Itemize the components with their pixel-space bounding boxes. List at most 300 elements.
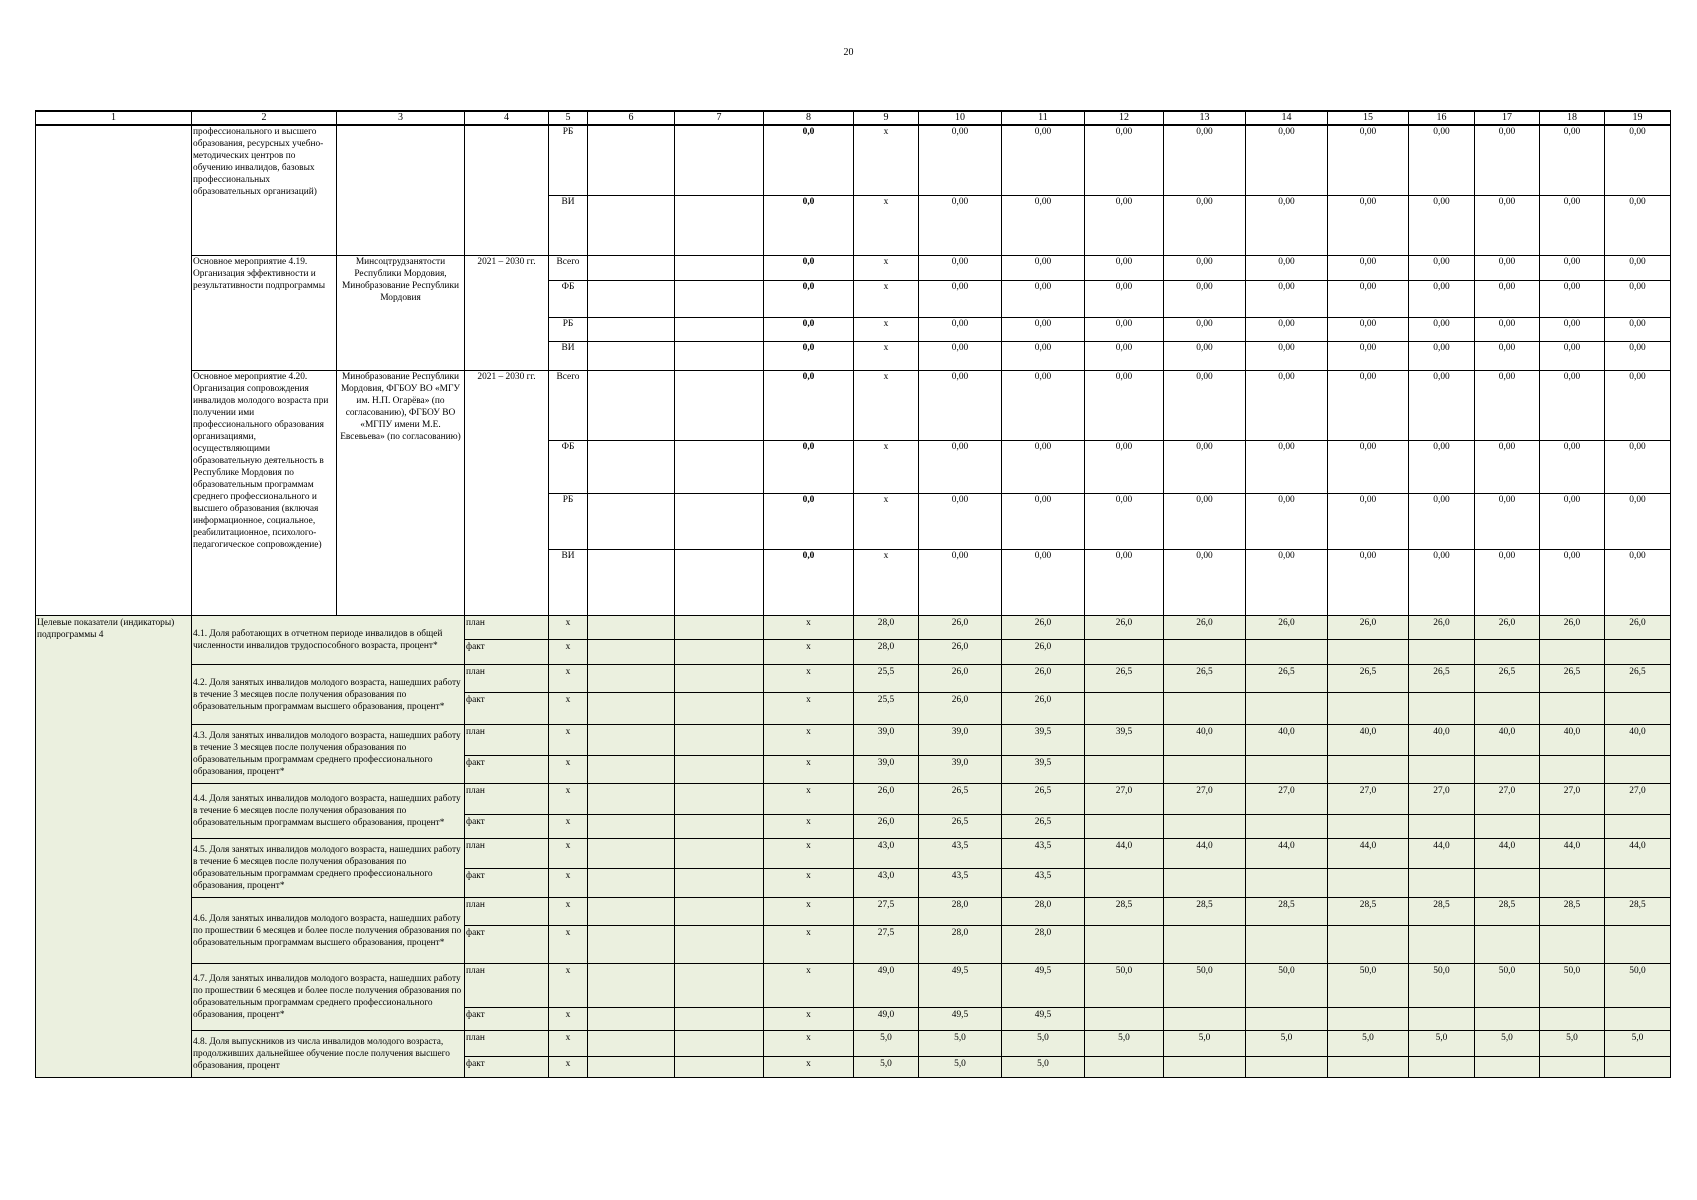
year-value: 0,00 [1540,317,1605,341]
indicator-value: 25,5 [854,664,919,692]
indicator-plan-row [36,963,1671,1007]
total-value: 0,0 [764,317,854,341]
year-value: 0,00 [1002,255,1085,280]
column-number-header: 5 [549,111,588,125]
year-value: 0,00 [919,280,1002,317]
year-value: 0,00 [1164,255,1246,280]
indicator-value: 40,0 [1164,724,1246,755]
indicator-value: 26,0 [1164,615,1246,639]
year-value: 0,00 [1246,255,1328,280]
empty-cell [588,868,675,897]
year-value: 0,00 [1605,125,1671,195]
marker-cell: х [764,664,854,692]
indicator-value [1605,814,1671,838]
column-number-header: 19 [1605,111,1671,125]
marker-cell: х [764,724,854,755]
indicator-value: 44,0 [1605,838,1671,868]
indicator-value [1085,639,1164,664]
year-value: 0,00 [1002,341,1085,370]
indicator-value: 26,5 [919,814,1002,838]
funding-source: ВИ [549,341,588,370]
indicator-plan-row [36,783,1671,814]
empty-cell [588,963,675,1007]
indicator-value [1085,868,1164,897]
indicator-value [1409,639,1475,664]
year-value: 0,00 [1409,493,1475,549]
indicator-value: 26,0 [1328,615,1409,639]
indicator-value: 49,5 [1002,963,1085,1007]
year-value: 0,00 [1328,125,1409,195]
empty-cell [675,195,764,255]
empty-cell [675,549,764,615]
empty-cell [588,493,675,549]
year-value: 0,00 [919,195,1002,255]
column-number-header: 14 [1246,111,1328,125]
indicator-value [1475,639,1540,664]
total-value: 0,0 [764,341,854,370]
year-value: 0,00 [1085,280,1164,317]
indicator-name: 4.3. Доля занятых инвалидов молодого возраста, нашедших работу в течение 3 месяцев после получения образования по образовательным программам среднего профессионального образования, процент* [192,724,465,783]
year-value: 0,00 [1605,341,1671,370]
indicator-value [1409,755,1475,783]
indicator-value [1475,814,1540,838]
year-value: 0,00 [1002,125,1085,195]
indicator-value: 39,0 [854,755,919,783]
indicator-value [1246,755,1328,783]
year-value: 0,00 [1085,125,1164,195]
indicator-plan-row [36,724,1671,755]
marker-cell: х [764,692,854,724]
marker-cell: х [764,1030,854,1056]
year-value: 0,00 [1246,341,1328,370]
program-table [35,110,1671,1078]
empty-cell [675,615,764,639]
marker-cell: х [549,664,588,692]
empty-cell [588,755,675,783]
indicator-value: 5,0 [1540,1030,1605,1056]
empty-cell [588,1030,675,1056]
marker-cell: х [549,963,588,1007]
indicator-value: 40,0 [1475,724,1540,755]
indicator-plan-row [36,838,1671,868]
indicator-value: 43,0 [854,838,919,868]
indicator-value [1540,692,1605,724]
year-value: 0,00 [1164,549,1246,615]
plan-fact-label: план [465,897,549,925]
column-number-header: 9 [854,111,919,125]
indicator-value: 49,5 [919,963,1002,1007]
indicator-value [1475,925,1540,963]
column-number-header: 3 [337,111,465,125]
funding-source: ВИ [549,195,588,255]
indicator-name: 4.5. Доля занятых инвалидов молодого возраста, нашедших работу в течение 6 месяцев после получения образования по образовательным программам среднего профессионального образования, процент* [192,838,465,897]
year-value: 0,00 [1002,549,1085,615]
indicator-value [1164,814,1246,838]
year-value: 0,00 [1475,125,1540,195]
indicator-value [1164,925,1246,963]
year-value: 0,00 [919,440,1002,493]
indicator-value: 28,5 [1085,897,1164,925]
empty-cell [675,814,764,838]
column-number-header: 18 [1540,111,1605,125]
year-value: 0,00 [1328,341,1409,370]
period-cell: 2021 – 2030 гг. [465,370,549,615]
indicator-value [1085,755,1164,783]
year-value: 0,00 [1246,493,1328,549]
year-value: 0,00 [1246,280,1328,317]
year-value: 0,00 [1164,493,1246,549]
year-value: 0,00 [1085,370,1164,440]
column-number-header: 16 [1409,111,1475,125]
year-value: 0,00 [1475,493,1540,549]
year-value: 0,00 [1475,255,1540,280]
marker-cell: х [764,963,854,1007]
indicator-value: 28,5 [1409,897,1475,925]
marker-cell: х [764,615,854,639]
indicator-value [1164,639,1246,664]
year-value: 0,00 [1540,549,1605,615]
total-value: 0,0 [764,493,854,549]
indicator-value [1540,814,1605,838]
indicator-value: 27,5 [854,897,919,925]
indicator-value: 44,0 [1475,838,1540,868]
empty-cell [675,255,764,280]
column-number-header: 17 [1475,111,1540,125]
plan-fact-label: факт [465,868,549,897]
indicator-value: 26,0 [1246,615,1328,639]
year-value: 0,00 [1540,341,1605,370]
year-value: 0,00 [1246,125,1328,195]
plan-fact-label: факт [465,1056,549,1077]
year-value: 0,00 [1002,280,1085,317]
indicator-value [1085,1007,1164,1030]
indicator-value: 39,5 [1002,724,1085,755]
indicator-value: 5,0 [854,1030,919,1056]
indicator-value: 50,0 [1085,963,1164,1007]
funding-source: Всего [549,255,588,280]
indicator-value [1475,755,1540,783]
year-value: 0,00 [1540,280,1605,317]
indicator-value: 26,0 [1002,615,1085,639]
funding-source: РБ [549,317,588,341]
year-value: 0,00 [1085,440,1164,493]
indicator-value: 26,0 [1605,615,1671,639]
column-number-header: 12 [1085,111,1164,125]
empty-cell [588,838,675,868]
indicator-value: 49,0 [854,1007,919,1030]
indicator-value [1540,1007,1605,1030]
activity-name: Основное мероприятие 4.19. Организация эффективности и результативности подпрограммы [192,255,337,370]
empty-cell [588,664,675,692]
marker-cell: х [764,897,854,925]
indicator-value: 43,0 [854,868,919,897]
indicator-value: 26,0 [1002,664,1085,692]
indicator-value: 49,5 [1002,1007,1085,1030]
indicator-value: 26,0 [854,814,919,838]
year-value: 0,00 [1409,440,1475,493]
period-cell [465,125,549,255]
indicator-value: 26,5 [1409,664,1475,692]
empty-cell [675,341,764,370]
year-value: 0,00 [1409,255,1475,280]
indicator-value: 5,0 [1002,1056,1085,1077]
indicator-value: 43,5 [1002,868,1085,897]
empty-cell [588,280,675,317]
indicator-value: 26,5 [1164,664,1246,692]
indicator-value: 43,5 [1002,838,1085,868]
year-value: 0,00 [1409,370,1475,440]
empty-cell [675,1056,764,1077]
indicator-value: 39,5 [1002,755,1085,783]
total-value: 0,0 [764,370,854,440]
year-value: 0,00 [1409,549,1475,615]
indicator-value: 5,0 [1002,1030,1085,1056]
year-value: 0,00 [1605,317,1671,341]
indicator-value [1246,1007,1328,1030]
marker-cell: х [764,814,854,838]
column-number-header: 4 [465,111,549,125]
indicator-value: 28,0 [854,639,919,664]
empty-cell [675,724,764,755]
indicator-value [1246,925,1328,963]
indicator-value: 40,0 [1246,724,1328,755]
year-value: 0,00 [1085,493,1164,549]
plan-fact-label: факт [465,755,549,783]
empty-cell [588,440,675,493]
indicator-name: 4.1. Доля работающих в отчетном периоде инвалидов в общей численности инвалидов трудоспособного возраста, процент* [192,615,465,664]
total-value: 0,0 [764,280,854,317]
plan-fact-label: план [465,1030,549,1056]
indicator-value: 5,0 [1246,1030,1328,1056]
indicator-value [1605,639,1671,664]
year-value: 0,00 [1246,549,1328,615]
column-number-header: 10 [919,111,1002,125]
indicator-value: 5,0 [1085,1030,1164,1056]
year-value: х [854,549,919,615]
plan-fact-label: факт [465,692,549,724]
year-value: 0,00 [1085,255,1164,280]
indicator-value: 28,0 [1002,897,1085,925]
page-number: 20 [843,47,854,58]
indicator-value: 5,0 [1328,1030,1409,1056]
indicator-value: 28,5 [1246,897,1328,925]
indicator-plan-row [36,897,1671,925]
activity-row [36,370,1671,440]
marker-cell: х [549,724,588,755]
year-value: 0,00 [919,341,1002,370]
marker-cell: х [549,868,588,897]
marker-cell: х [764,1056,854,1077]
indicator-value [1164,755,1246,783]
indicator-value [1246,868,1328,897]
year-value: 0,00 [1164,125,1246,195]
indicator-value [1409,814,1475,838]
indicator-value: 43,5 [919,868,1002,897]
year-value: 0,00 [1328,370,1409,440]
indicator-value: 5,0 [919,1056,1002,1077]
empty-cell [675,868,764,897]
year-value: 0,00 [1002,440,1085,493]
year-value: 0,00 [1409,280,1475,317]
year-value: 0,00 [1164,317,1246,341]
empty-cell [588,897,675,925]
year-value: 0,00 [1085,195,1164,255]
indicator-value: 26,0 [919,639,1002,664]
indicator-value [1475,868,1540,897]
indicator-value: 26,0 [1409,615,1475,639]
indicator-value [1085,1056,1164,1077]
indicator-value: 28,5 [1605,897,1671,925]
indicator-value: 5,0 [854,1056,919,1077]
plan-fact-label: факт [465,639,549,664]
indicator-value [1540,1056,1605,1077]
indicator-value [1328,755,1409,783]
indicator-value [1328,692,1409,724]
marker-cell: х [764,838,854,868]
plan-fact-label: план [465,783,549,814]
year-value: 0,00 [919,255,1002,280]
indicator-value [1246,639,1328,664]
indicator-value [1085,692,1164,724]
indicator-value: 40,0 [1409,724,1475,755]
indicator-value [1409,868,1475,897]
empty-cell [675,440,764,493]
year-value: 0,00 [1475,317,1540,341]
marker-cell: х [764,783,854,814]
executor-cell [337,125,465,255]
year-value: 0,00 [1085,317,1164,341]
indicator-value [1475,1056,1540,1077]
year-value: 0,00 [1605,255,1671,280]
empty-cell [675,125,764,195]
year-value: 0,00 [919,317,1002,341]
year-value: 0,00 [1540,493,1605,549]
marker-cell: х [549,897,588,925]
column-number-header: 2 [192,111,337,125]
empty-cell [588,724,675,755]
indicator-value: 5,0 [1164,1030,1246,1056]
indicator-value [1409,1007,1475,1030]
indicator-value: 26,0 [919,692,1002,724]
year-value: 0,00 [1475,370,1540,440]
year-value: 0,00 [1409,125,1475,195]
year-value: 0,00 [1246,440,1328,493]
year-value: 0,00 [1409,195,1475,255]
indicator-value: 50,0 [1246,963,1328,1007]
empty-cell [588,125,675,195]
year-value: 0,00 [1409,317,1475,341]
indicator-value: 28,5 [1328,897,1409,925]
indicator-value: 44,0 [1328,838,1409,868]
indicator-value: 44,0 [1164,838,1246,868]
year-value: 0,00 [1605,493,1671,549]
year-value: 0,00 [1246,195,1328,255]
indicator-value: 44,0 [1246,838,1328,868]
year-value: х [854,440,919,493]
marker-cell: х [764,1007,854,1030]
empty-cell [675,692,764,724]
indicator-value: 26,0 [1085,615,1164,639]
indicator-value: 26,5 [1002,814,1085,838]
indicator-value: 28,0 [854,615,919,639]
total-value: 0,0 [764,255,854,280]
year-value: 0,00 [1540,255,1605,280]
year-value: х [854,341,919,370]
year-value: 0,00 [1246,317,1328,341]
column-number-row [36,111,1671,125]
empty-cell [588,783,675,814]
empty-cell [675,1030,764,1056]
indicator-value: 26,5 [919,783,1002,814]
year-value: 0,00 [1605,280,1671,317]
indicator-value [1164,1056,1246,1077]
indicator-value: 50,0 [1164,963,1246,1007]
plan-fact-label: факт [465,925,549,963]
empty-cell [588,1007,675,1030]
year-value: 0,00 [1605,370,1671,440]
empty-cell [588,549,675,615]
empty-cell [588,255,675,280]
indicator-value: 26,0 [854,783,919,814]
year-value: 0,00 [1605,195,1671,255]
indicator-value: 26,0 [1540,615,1605,639]
year-value: 0,00 [919,493,1002,549]
empty-cell [675,493,764,549]
funding-source: ФБ [549,440,588,493]
year-value: х [854,125,919,195]
funding-source: ВИ [549,549,588,615]
empty-cell [675,897,764,925]
indicator-name: 4.4. Доля занятых инвалидов молодого возраста, нашедших работу в течение 6 месяцев после получения образования по образовательным программам высшего образования, процент* [192,783,465,838]
period-cell: 2021 – 2030 гг. [465,255,549,370]
total-value: 0,0 [764,125,854,195]
indicator-value [1328,639,1409,664]
funding-source: ФБ [549,280,588,317]
empty-cell [588,692,675,724]
indicator-value: 28,5 [1164,897,1246,925]
year-value: 0,00 [1085,549,1164,615]
indicator-value [1605,868,1671,897]
indicator-value: 27,0 [1164,783,1246,814]
indicator-name: 4.8. Доля выпускников из числа инвалидов молодого возраста, продолживших дальнейшее обучение после получения высшего образования, процент [192,1030,465,1077]
indicator-value [1605,1007,1671,1030]
indicator-value: 26,5 [1605,664,1671,692]
indicator-value [1246,1056,1328,1077]
marker-cell: х [549,1030,588,1056]
year-value: 0,00 [1605,549,1671,615]
executor-cell: Минсоцтрудзанятости Республики Мордовия, Минобразование Республики Мордовия [337,255,465,370]
indicator-value: 39,0 [919,755,1002,783]
year-value: 0,00 [1409,341,1475,370]
indicator-value: 26,0 [1002,692,1085,724]
indicator-value [1328,1056,1409,1077]
column-number-header: 6 [588,111,675,125]
indicator-value [1328,814,1409,838]
section-cell [36,125,192,615]
indicator-value: 40,0 [1605,724,1671,755]
indicator-value: 50,0 [1328,963,1409,1007]
marker-cell: х [549,783,588,814]
indicator-value: 26,5 [1540,664,1605,692]
year-value: 0,00 [1475,440,1540,493]
indicator-value: 27,0 [1605,783,1671,814]
indicator-value: 49,5 [919,1007,1002,1030]
indicator-value: 44,0 [1085,838,1164,868]
indicator-value: 26,0 [1002,639,1085,664]
indicator-value: 25,5 [854,692,919,724]
year-value: 0,00 [1164,440,1246,493]
year-value: 0,00 [919,125,1002,195]
